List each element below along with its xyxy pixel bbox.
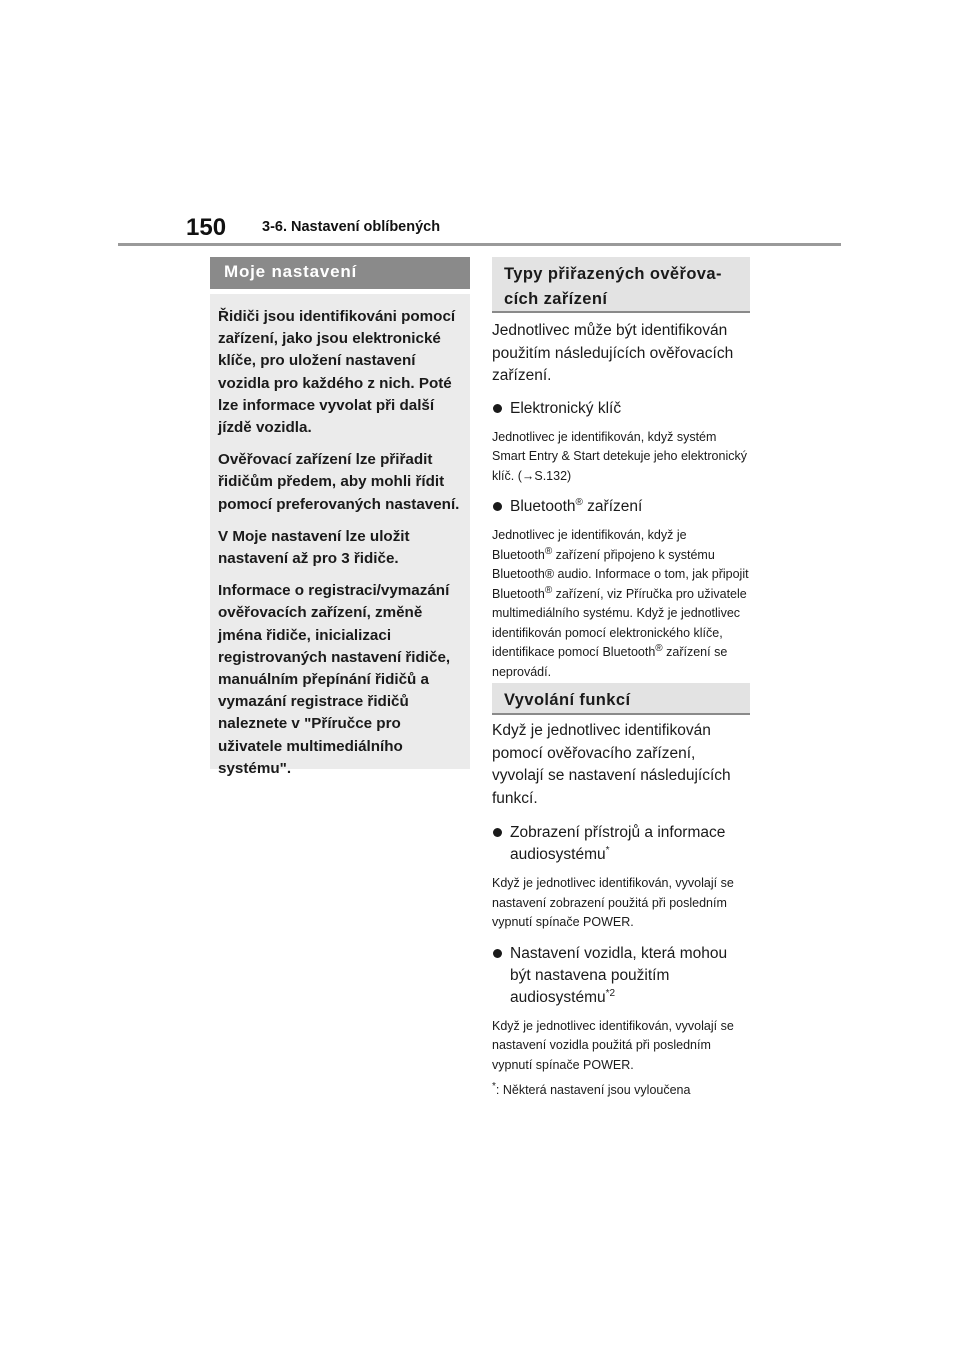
bullet-dot <box>493 502 502 511</box>
section-header-recall-functions: Vyvolání funkcí <box>492 683 750 715</box>
description-text: Jednotlivec je identifikován, když je Bluetooth <box>492 528 687 562</box>
bluetooth-description <box>492 526 750 682</box>
bullet-label: Zobrazení přístrojů a informace audiosystému <box>510 824 726 863</box>
bullet-dot <box>493 949 502 958</box>
registered-mark: ® <box>575 496 583 508</box>
left-paragraph: Řidiči jsou identifikováni pomocí zařízení, jako jsou elektronické klíče, pro uložení nastavení vozidla pro každého z nich. Poté lze informace vyvolat při další jízdě vozidla. <box>218 308 456 437</box>
bullet-dot <box>493 828 502 837</box>
section-title: 3-6. Nastavení oblíbených <box>262 219 441 235</box>
meter-display-description: Když je jednotlivec identifikován, vyvolají se nastavení zobrazení použitá při posledním vypnutí spínače POWER. <box>492 876 734 929</box>
bullet-label: Bluetooth <box>510 498 576 515</box>
left-info-box <box>210 294 470 777</box>
section-header-line: cích zařízení <box>504 290 608 308</box>
intro-text: Když je jednotlivec identifikován pomocí ověřovacího zařízení, vyvolají se nastavení následujících funkcí. <box>492 722 731 807</box>
left-paragraph: Ověřovací zařízení lze přiřadit řidičům předem, aby mohli řídit pomocí preferovaných nastavení. <box>218 451 460 513</box>
bullet-label: Elektronický klíč <box>510 399 622 417</box>
left-paragraph: V Moje nastavení lze uložit nastavení až pro 3 řidiče. <box>218 527 410 568</box>
section-recall-functions-body <box>492 720 750 1101</box>
left-paragraph: Informace o registraci/vymazání ověřovacích zařízení, změně jména řidiče, inicializaci registrovaných nastavení řidiče, manuálním přepínání řidičů a vymazání registrace řidičů naleznete v "Příručce pro uživatele multimediálního systému". <box>218 582 451 777</box>
footnote-mark: * <box>605 844 610 856</box>
footnote <box>492 1081 750 1101</box>
bullet-bluetooth-device <box>492 496 750 518</box>
page-number: 150 <box>186 214 227 241</box>
description-text: Jednotlivec je identifikován, když systém Smart Entry & Start detekuje jeho elektronický klíč. ( <box>492 429 747 483</box>
header-rule <box>118 243 841 246</box>
section-header-line: Typy přiřazených ověřova- <box>504 265 722 283</box>
registered-mark: ® <box>544 584 553 596</box>
vehicle-settings-description: Když je jednotlivec identifikován, vyvolají se nastavení vozidla použitá při posledním vypnutí spínače POWER. <box>492 1018 734 1072</box>
bullet-label: zařízení <box>582 498 643 515</box>
electronic-key-description <box>492 428 750 487</box>
description-text: zařízení se neprovádí. <box>492 645 728 679</box>
registered-mark: ® <box>655 642 663 654</box>
page-reference: →S.132) <box>521 468 572 483</box>
description-text: zařízení připojeno k systému Bluetooth® audio. Informace o tom, jak připojit Bluetooth <box>492 547 749 601</box>
bullet-electronic-key <box>492 398 750 420</box>
registered-mark: ® <box>544 545 553 557</box>
bullet-meter-display <box>492 822 750 866</box>
footnote-mark: *2 <box>605 987 616 999</box>
description-text: zařízení, viz Příručka pro uživatele multimediálního systému. Když je jednotlivec identifikován pomocí elektronického klíče, identifikace pomocí Bluetooth <box>492 586 747 659</box>
section-header-device-types <box>492 257 750 313</box>
footnote-text: : Některá nastavení jsou vyloučena <box>495 1083 691 1097</box>
intro-text: Jednotlivec může být identifikován použitím následujících ověřovacích zařízení. <box>492 322 734 384</box>
bullet-vehicle-settings <box>492 943 750 1009</box>
left-section-header: Moje nastavení <box>210 257 470 289</box>
footnote-mark: * <box>492 1080 496 1092</box>
bullet-label: Nastavení vozidla, která mohou být nastavena použitím audiosystému <box>510 944 728 1006</box>
bullet-dot <box>493 404 502 413</box>
section-device-types-body <box>492 320 750 682</box>
